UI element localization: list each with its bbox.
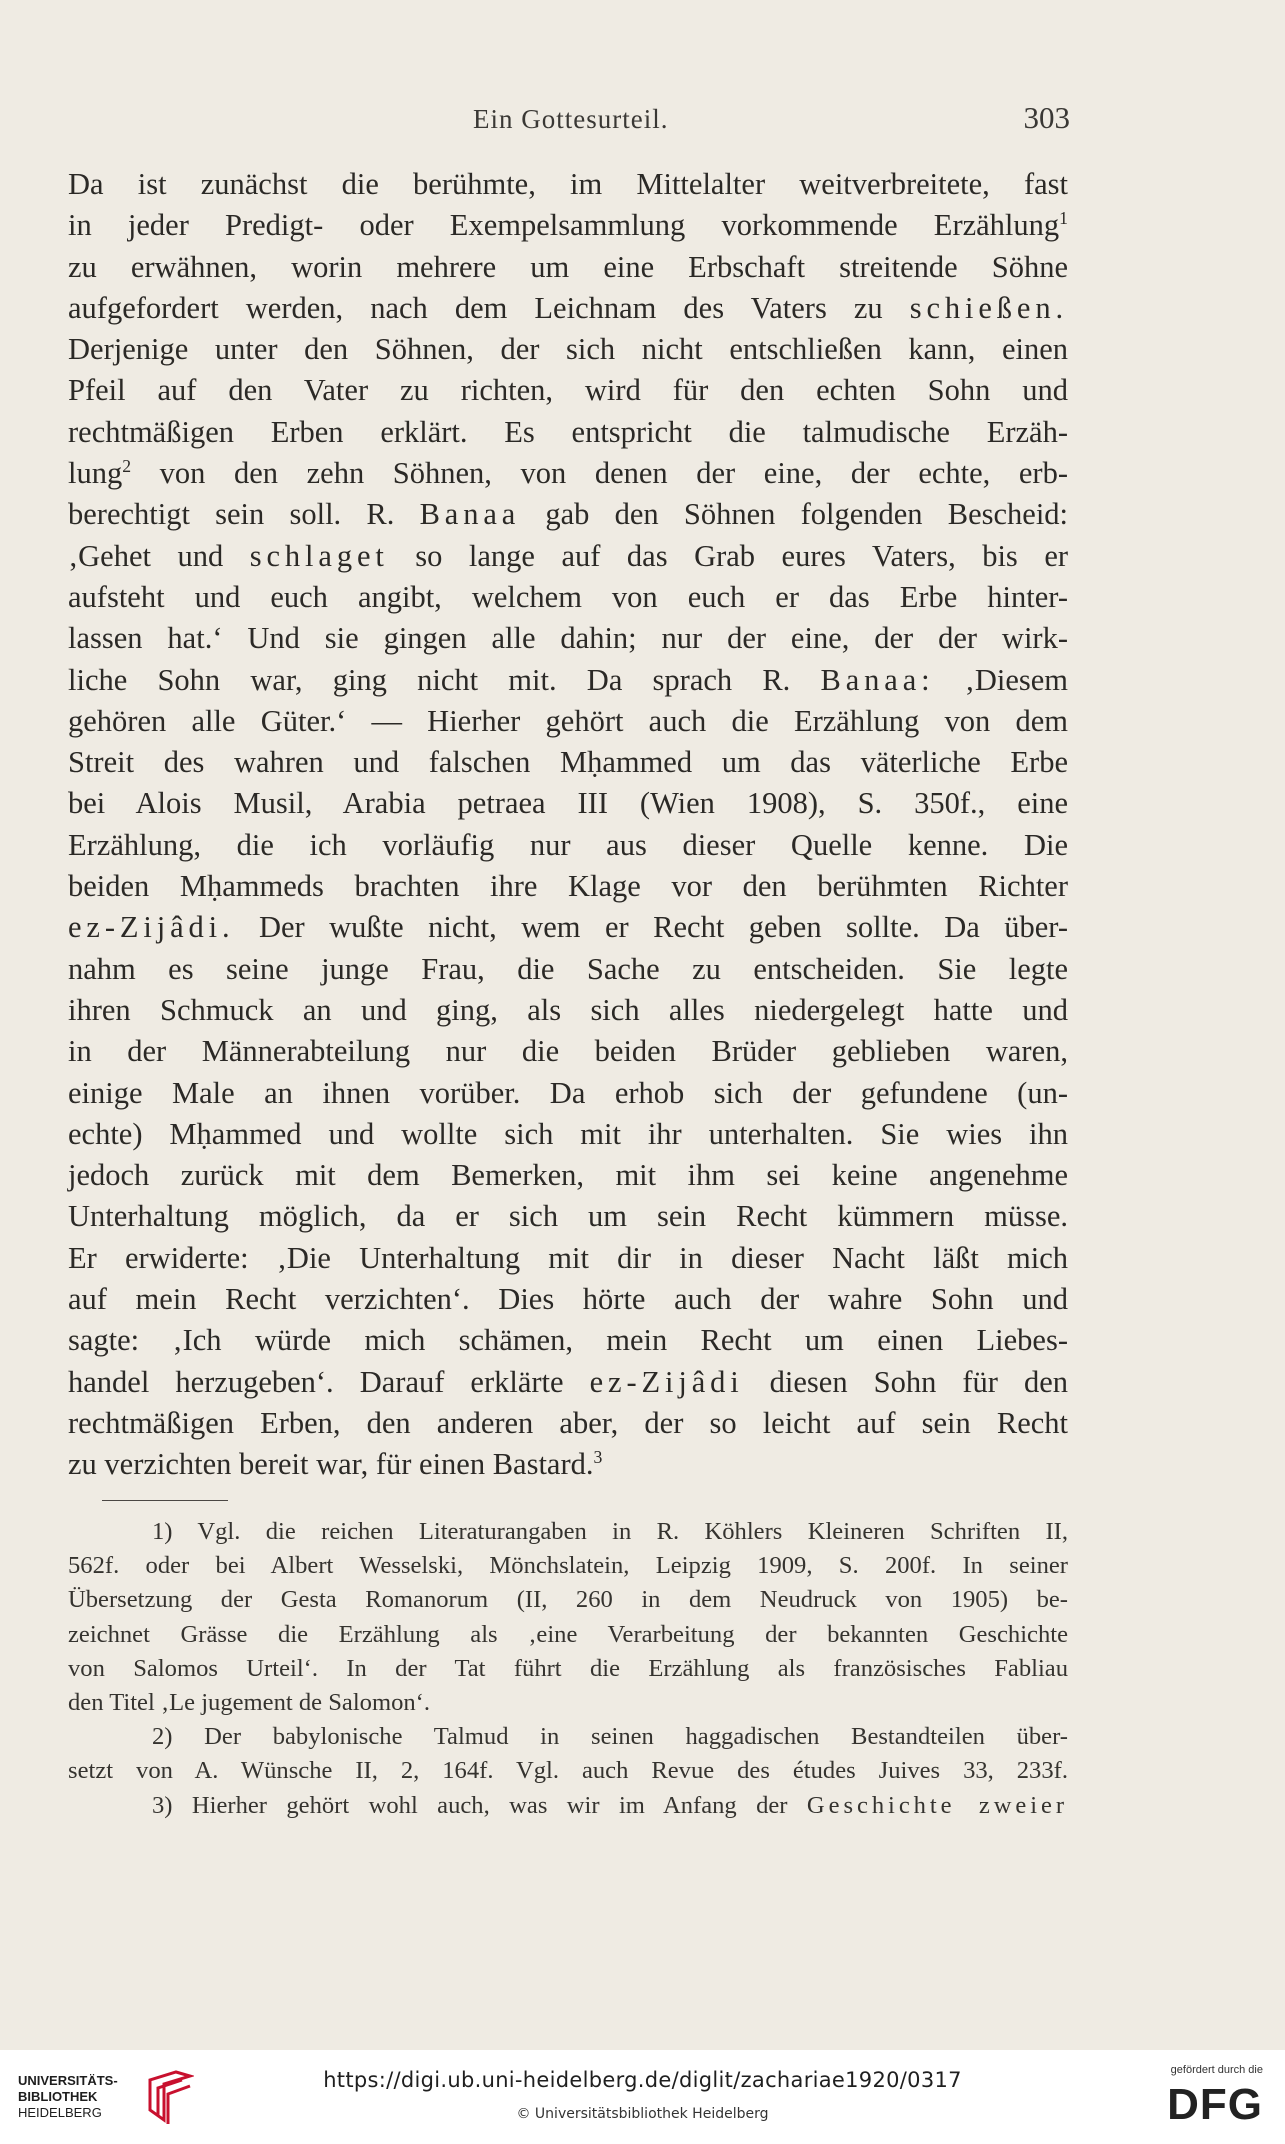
emphasized-word: Banaa	[419, 497, 521, 532]
text-fragment: ‚Diesem	[934, 662, 1069, 697]
footnote-separator	[102, 1500, 228, 1501]
text-line	[68, 1444, 1068, 1485]
text-line: nahm es seine junge Frau, die Sache zu entscheiden. Sie legte	[68, 951, 1068, 986]
sponsor-caption: gefördert durch die	[1170, 2064, 1263, 2076]
library-name-line: UNIVERSITÄTS-	[18, 2073, 118, 2088]
text-fragment: diesen Sohn für den	[743, 1364, 1069, 1399]
library-name-line: HEIDELBERG	[18, 2105, 102, 2120]
text-fragment: berechtigt sein soll. R.	[68, 497, 395, 532]
footnote-1-line: 1) Vgl. die reichen Literaturangaben in R. Köhlers Kleineren Schriften II,	[152, 1518, 1068, 1545]
footnote-1-line: den Titel ‚Le jugement de Salomon‘.	[68, 1688, 431, 1716]
text-line	[68, 205, 1068, 246]
emphasized-word: ez-Zijâdi	[589, 1364, 744, 1399]
emphasized-word: schlaget	[249, 538, 389, 573]
footnote-2-line: setzt von A. Wünsche II, 2, 164f. Vgl. auch Revue des études Juives 33, 233f.	[68, 1757, 1068, 1785]
text-fragment: aufgefordert werden, nach dem Leichnam des Vaters zu	[68, 290, 883, 325]
text-line	[68, 288, 1068, 329]
footnote-1-line: von Salomos Urteil‘. In der Tat führt die Erzählung als französisches Fabliau	[68, 1654, 1068, 1682]
main-text	[68, 164, 1068, 1486]
text-line: beiden Mḥammeds brachten ihre Klage vor den berühmten Richter	[68, 869, 1068, 904]
text-line	[68, 536, 1068, 577]
text-fragment: gab den Söhnen folgenden Bescheid:	[520, 497, 1069, 532]
emphasized-word: Geschichte zweier	[806, 1791, 1068, 1819]
footnote-1-line: Übersetzung der Gesta Romanorum (II, 260 in dem Neudruck von 1905) be-	[68, 1586, 1068, 1614]
text-fragment: so lange auf das Grab eures Vaters, bis er	[388, 538, 1069, 573]
text-line: Derjenige unter den Söhnen, der sich nicht entschließen kann, einen	[68, 332, 1068, 367]
footnote-ref-1[interactable]: 1	[1059, 208, 1068, 229]
text-fragment: von den zehn Söhnen, von denen der eine, der echte, erb-	[131, 456, 1068, 491]
text-line: lassen hat.‘ Und sie gingen alle dahin; nur der eine, der der wirk-	[68, 621, 1068, 656]
text-line	[68, 907, 1068, 948]
text-fragment: 3) Hierher gehört wohl auch, was wir im Anfang der	[152, 1791, 788, 1819]
text-line: Unterhaltung möglich, da er sich um sein Recht kümmern müsse.	[68, 1199, 1068, 1234]
text-line: echte) Mḥammed und wollte sich mit ihr unterhalten. Sie wies ihn	[68, 1116, 1068, 1151]
dfg-logo: DFG	[1167, 2080, 1263, 2129]
text-line: aufsteht und euch angibt, welchem von euch er das Erbe hinter-	[68, 579, 1068, 614]
text-line: zu erwähnen, worin mehrere um eine Erbschaft streitende Söhne	[68, 249, 1068, 284]
emphasized-word: schießen.	[909, 290, 1068, 325]
viewer-footer	[0, 2050, 1285, 2144]
emphasized-word: ez-Zijâdi.	[68, 910, 235, 945]
emphasized-word: Banaa:	[820, 662, 935, 697]
text-line: einige Male an ihnen vorüber. Da erhob sich der gefundene (un-	[68, 1075, 1068, 1110]
text-line: Er erwiderte: ‚Die Unterhaltung mit dir in dieser Nacht läßt mich	[68, 1240, 1068, 1275]
text-line: jedoch zurück mit dem Bemerken, mit ihm sei keine angenehme	[68, 1158, 1068, 1193]
text-fragment: zu verzichten bereit war, für einen Bastard.	[68, 1447, 594, 1482]
text-line: gehören alle Güter.‘ — Hierher gehört auch die Erzählung von dem	[68, 703, 1068, 738]
text-line: Da ist zunächst die berühmte, im Mittelalter weitverbreitete, fast	[68, 167, 1068, 201]
text-line	[68, 494, 1068, 535]
text-line: Streit des wahren und falschen Mḥammed um das väterliche Erbe	[68, 745, 1068, 780]
text-line	[68, 453, 1068, 494]
text-line: rechtmäßigen Erben, den anderen aber, der so leicht auf sein Recht	[68, 1405, 1068, 1440]
text-fragment: ‚Gehet und	[68, 538, 224, 573]
copyright-notice: © Universitätsbibliothek Heidelberg	[516, 2106, 769, 2122]
library-name-line: BIBLIOTHEK	[18, 2089, 98, 2104]
text-line: bei Alois Musil, Arabia petraea III (Wien 1908), S. 350f., eine	[68, 786, 1068, 821]
footnote-1-line: 562f. oder bei Albert Wesselski, Mönchslatein, Leipzig 1909, S. 200f. In seiner	[68, 1552, 1068, 1580]
text-fragment: Der wußte nicht, wem er Recht geben sollte. Da über-	[234, 910, 1068, 945]
footnote-2-line: 2) Der babylonische Talmud in seinen haggadischen Bestandteilen über-	[152, 1723, 1068, 1751]
text-line: auf mein Recht verzichten‘. Dies hörte auch der wahre Sohn und	[68, 1282, 1068, 1317]
page-number: 303	[1023, 100, 1070, 135]
text-line: in der Männerabteilung nur die beiden Brüder geblieben waren,	[68, 1034, 1068, 1069]
sponsor-logo[interactable]	[1143, 2064, 1263, 2134]
text-line	[68, 1362, 1068, 1403]
running-head	[68, 100, 1070, 144]
footnote-1-line: zeichnet Grässe die Erzählung als ‚eine Verarbeitung der bekannten Geschichte	[68, 1620, 1068, 1648]
text-fragment: lung	[68, 456, 123, 491]
footnotes	[68, 1515, 1068, 1823]
permalink[interactable]: https://digi.ub.uni-heidelberg.de/diglit/zachariae1920/0317	[323, 2068, 962, 2092]
text-fragment: liche Sohn war, ging nicht mit. Da sprach R.	[68, 662, 791, 697]
running-title: Ein Gottesurteil.	[473, 104, 669, 134]
text-line: Erzählung, die ich vorläufig nur aus dieser Quelle kenne. Die	[68, 827, 1068, 862]
text-fragment: in jeder Predigt- oder Exempelsammlung vorkommende Erzählung	[68, 208, 1060, 243]
text-line: rechtmäßigen Erben erklärt. Es entspricht die talmudische Erzäh-	[68, 414, 1068, 449]
footnote-3-line	[68, 1789, 1068, 1823]
text-line: ihren Schmuck an und ging, als sich alles niedergelegt hatte und	[68, 992, 1068, 1027]
text-fragment: handel herzugeben‘. Darauf erklärte	[68, 1364, 564, 1399]
footnote-ref-3[interactable]: 3	[593, 1447, 603, 1468]
text-line: sagte: ‚Ich würde mich schämen, mein Recht um einen Liebes-	[68, 1323, 1068, 1358]
text-line	[68, 660, 1068, 701]
footnote-ref-2[interactable]: 2	[122, 456, 132, 477]
text-line: Pfeil auf den Vater zu richten, wird für den echten Sohn und	[68, 373, 1068, 408]
